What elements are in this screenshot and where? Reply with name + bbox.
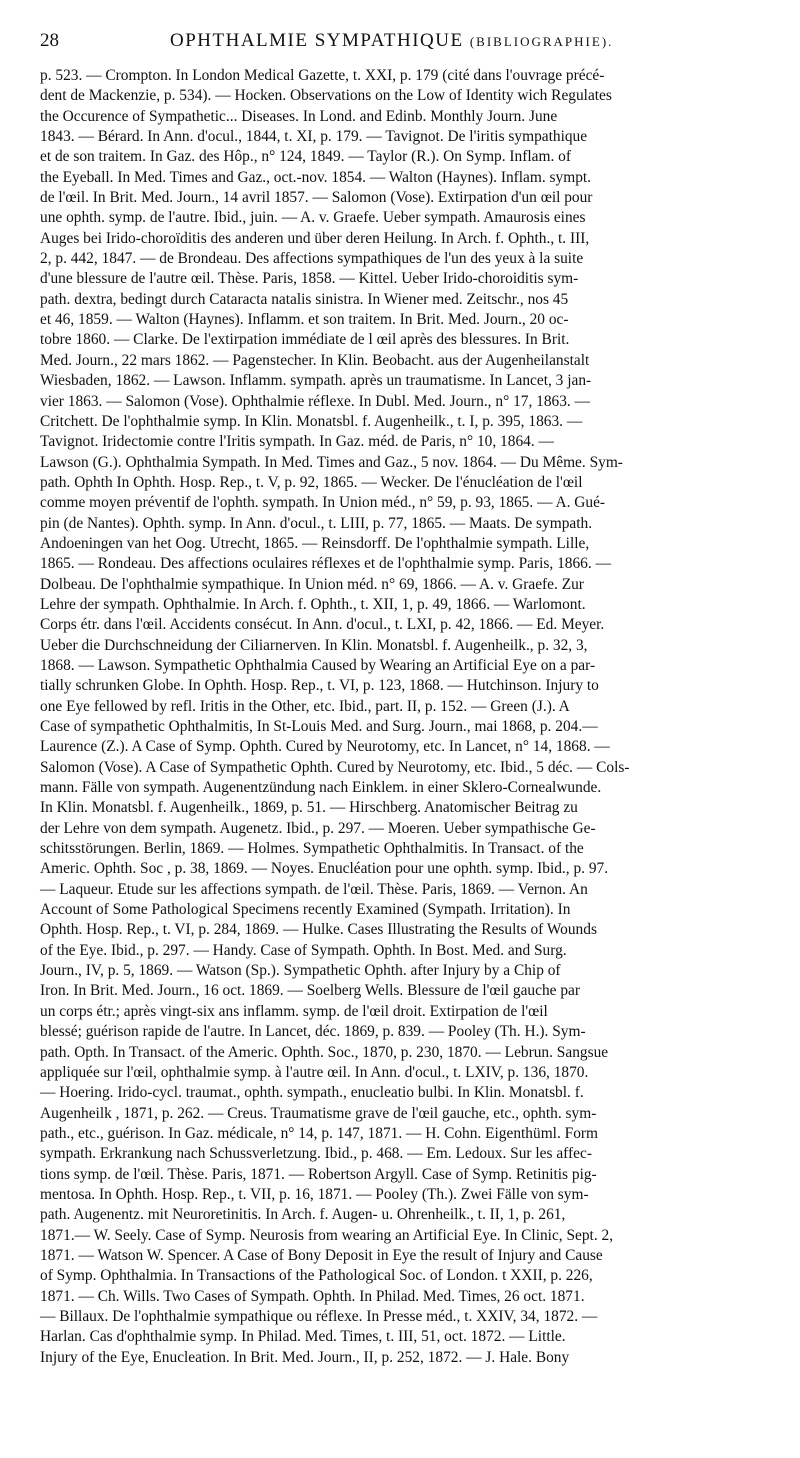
bibliography-line: Lehre der sympath. Ophthalmie. In Arch. f. Ophth., t. XII, 1, p. 49, 1866. — Warlomont. bbox=[40, 595, 586, 613]
bibliography-line: sympath. Erkrankung nach Schussverletzung. Ibid., p. 468. — Em. Ledoux. Sur les affec- bbox=[40, 1145, 592, 1163]
bibliography-line: de l'œil. In Brit. Med. Journ., 14 avril 1857. — Salomon (Vose). Extirpation d'un œil pour bbox=[40, 189, 593, 207]
bibliography-line: Tavignot. Iridectomie contre l'Iritis sympath. In Gaz. méd. de Paris, n° 10, 1864. — bbox=[40, 433, 554, 451]
bibliography-line: 1865. — Rondeau. Des affections oculaires réflexes et de l'ophthalmie symp. Paris, 1866. — bbox=[40, 555, 611, 573]
running-title-main: OPHTHALMIE SYMPATHIQUE bbox=[170, 30, 464, 51]
bibliography-line: Lawson (G.). Ophthalmia Sympath. In Med. Times and Gaz., 5 nov. 1864. — Du Même. Sym- bbox=[40, 453, 623, 471]
bibliography-line: Med. Journ., 22 mars 1862. — Pagenstecher. In Klin. Beobacht. aus der Augenheilanstalt bbox=[40, 351, 590, 369]
bibliography-line: of the Eye. Ibid., p. 297. — Handy. Case of Sympath. Ophth. In Bost. Med. and Surg. bbox=[40, 941, 567, 959]
bibliography-line: — Laqueur. Etude sur les affections sympath. de l'œil. Thèse. Paris, 1869. — Vernon. An bbox=[40, 880, 588, 898]
bibliography-line: path. Augenentz. mit Neuroretinitis. In Arch. f. Augen- u. Ohrenheilk., t. II, 1, p. 261, bbox=[40, 1206, 566, 1224]
bibliography-body bbox=[40, 66, 764, 1368]
bibliography-line: Case of sympathetic Ophthalmitis, In St-Louis Med. and Surg. Journ., mai 1868, p. 204.— bbox=[40, 718, 598, 735]
bibliography-line: mentosa. In Ophth. Hosp. Rep., t. VII, p. 16, 1871. — Pooley (Th.). Zwei Fälle von sym- bbox=[40, 1185, 589, 1203]
bibliography-line: d'une blessure de l'autre œil. Thèse. Paris, 1858. — Kittel. Ueber Irido-choroiditis sym- bbox=[40, 270, 579, 288]
running-title-subtitle: (BIBLIOGRAPHIE). bbox=[469, 34, 614, 49]
bibliography-line: path. Opth. In Transact. of the Americ. Ophth. Soc., 1870, p. 230, 1870. — Lebrun. Sangsue bbox=[40, 1043, 609, 1061]
bibliography-line: the Occurence of Sympathetic... Diseases. In Lond. and Edinb. Monthly Journ. June bbox=[40, 107, 558, 125]
bibliography-line: 1871. — Watson W. Spencer. A Case of Bony Deposit in Eye the result of Injury and Cause bbox=[40, 1246, 603, 1264]
bibliography-line: Auges bei Irido-choroïditis des anderen und über deren Heilung. In Arch. f. Ophth., t. III, bbox=[40, 229, 590, 247]
bibliography-line: Augenheilk , 1871, p. 262. — Creus. Traumatisme grave de l'œil gauche, etc., ophth. sym- bbox=[40, 1104, 597, 1122]
bibliography-line: Iron. In Brit. Med. Journ., 16 oct. 1869. — Soelberg Wells. Blessure de l'œil gauche par bbox=[40, 982, 580, 1000]
bibliography-line: — Billaux. De l'ophthalmie sympathique ou réflexe. In Presse méd., t. XXIV, 34, 1872. — bbox=[40, 1307, 598, 1325]
bibliography-line: Wiesbaden, 1862. — Lawson. Inflamm. sympath. après un traumatisme. In Lancet, 3 jan- bbox=[40, 372, 592, 390]
bibliography-line: appliquée sur l'œil, ophthalmie symp. à l'autre œil. In Ann. d'ocul., t. LXIV, p. 136, 1870. bbox=[40, 1063, 589, 1081]
bibliography-line: Journ., IV, p. 5, 1869. — Watson (Sp.). Sympathetic Ophth. after Injury by a Chip of bbox=[40, 962, 561, 980]
bibliography-line: 2, p. 442, 1847. — de Brondeau. Des affections sympathiques de l'un des yeux à la suite bbox=[40, 250, 584, 268]
bibliography-line: blessé; guérison rapide de l'autre. In Lancet, déc. 1869, p. 839. — Pooley (Th. H.). Sym- bbox=[40, 1023, 586, 1041]
bibliography-line: mann. Fälle von sympath. Augenentzündung nach Einklem. in einer Sklero-Cornealwunde. bbox=[40, 779, 602, 797]
bibliography-line: Corps étr. dans l'œil. Accidents consécut. In Ann. d'ocul., t. LXI, p. 42, 1866. — Ed. Meyer. bbox=[40, 616, 605, 634]
bibliography-line: der Lehre von dem sympath. Augenetz. Ibid., p. 297. — Moeren. Ueber sympathische Ge- bbox=[40, 819, 596, 837]
bibliography-line: path. Ophth In Ophth. Hosp. Rep., t. V, p. 92, 1865. — Wecker. De l'énucléation de l'œil bbox=[40, 473, 583, 491]
bibliography-line: In Klin. Monatsbl. f. Augenheilk., 1869, p. 51. — Hirschberg. Anatomischer Beitrag zu bbox=[40, 799, 578, 817]
bibliography-line: et 46, 1859. — Walton (Haynes). Inflamm. et son traitem. In Brit. Med. Journ., 20 oc- bbox=[40, 311, 569, 329]
bibliography-line: tions symp. de l'œil. Thèse. Paris, 1871. — Robertson Argyll. Case of Symp. Retinitis pig- bbox=[40, 1165, 597, 1183]
bibliography-line: Ueber die Durchschneidung der Ciliarnerven. In Klin. Monatsbl. f. Augenheilk., p. 32, 3, bbox=[40, 636, 588, 654]
running-header bbox=[40, 30, 764, 64]
bibliography-line: Andoeningen van het Oog. Utrecht, 1865. — Reinsdorff. De l'ophthalmie sympath. Lille, bbox=[40, 534, 590, 552]
bibliography-line: tobre 1860. — Clarke. De l'extirpation immédiate de l œil après des blessures. In Brit. bbox=[40, 331, 570, 349]
bibliography-line: path., etc., guérison. In Gaz. médicale, n° 14, p. 147, 1871. — H. Cohn. Eigenthüml. Form bbox=[40, 1124, 598, 1142]
bibliography-line: path. dextra, bedingt durch Cataracta natalis sinistra. In Wiener med. Zeitschr., nos 45 bbox=[40, 290, 569, 308]
bibliography-line: one Eye fellowed by refl. Iritis in the Other, etc. Ibid., part. II, p. 152. — Green (J.). A bbox=[40, 697, 570, 715]
bibliography-line: dent de Mackenzie, p. 534). — Hocken. Observations on the Low of Identity wich Regulates bbox=[40, 87, 612, 105]
bibliography-line: Dolbeau. De l'ophthalmie sympathique. In Union méd. n° 69, 1866. — A. v. Graefe. Zur bbox=[40, 575, 584, 593]
bibliography-line: 1868. — Lawson. Sympathetic Ophthalmia Caused by Wearing an Artificial Eye on a par- bbox=[40, 656, 596, 674]
bibliography-line: the Eyeball. In Med. Times and Gaz., oct.-nov. 1854. — Walton (Haynes). Inflam. sympt. bbox=[40, 168, 592, 186]
bibliography-line: comme moyen préventif de l'ophth. sympath. In Union méd., n° 59, p. 93, 1865. — A. Gué- bbox=[40, 494, 606, 512]
bibliography-line: Ophth. Hosp. Rep., t. VI, p. 284, 1869. — Hulke. Cases Illustrating the Results of Wounds bbox=[40, 921, 597, 939]
bibliography-line: schitsstörungen. Berlin, 1869. — Holmes. Sympathetic Ophthalmitis. In Transact. of the bbox=[40, 840, 584, 858]
running-title bbox=[170, 30, 613, 52]
bibliography-line: Account of Some Pathological Specimens recently Examined (Sympath. Irritation). In bbox=[40, 901, 571, 919]
bibliography-line: vier 1863. — Salomon (Vose). Ophthalmie réflexe. In Dubl. Med. Journ., n° 17, 1863. — bbox=[40, 392, 591, 410]
bibliography-line: Injury of the Eye, Enucleation. In Brit. Med. Journ., II, p. 252, 1872. — J. Hale. Bony bbox=[40, 1348, 570, 1366]
bibliography-line: 1871.— W. Seely. Case of Symp. Neurosis from wearing an Artificial Eye. In Clinic, Sept. 2, bbox=[40, 1226, 614, 1244]
bibliography-line: un corps étr.; après vingt-six ans inflamm. symp. de l'œil droit. Extirpation de l'œil bbox=[40, 1002, 548, 1020]
bibliography-line: pin (de Nantes). Ophth. symp. In Ann. d'ocul., t. LIII, p. 77, 1865. — Maats. De sympath. bbox=[40, 514, 593, 532]
bibliography-line: Americ. Ophth. Soc , p. 38, 1869. — Noyes. Enucléation pour une ophth. symp. Ibid., p. 97. bbox=[40, 860, 609, 878]
bibliography-line: Harlan. Cas d'ophthalmie symp. In Philad. Med. Times, t. III, 51, oct. 1872. — Little. bbox=[40, 1328, 566, 1346]
bibliography-line: Laurence (Z.). A Case of Symp. Ophth. Cured by Neurotomy, etc. In Lancet, n° 14, 1868. — bbox=[40, 738, 610, 756]
bibliography-line: — Hoering. Irido-cycl. traumat., ophth. sympath., enucleatio bulbi. In Klin. Monatsbl. f. bbox=[40, 1084, 584, 1102]
bibliography-line: 1843. — Bérard. In Ann. d'ocul., 1844, t. XI, p. 179. — Tavignot. De l'iritis sympathique bbox=[40, 128, 588, 146]
bibliography-line: p. 523. — Crompton. In London Medical Gazette, t. XXI, p. 179 (cité dans l'ouvrage précé- bbox=[40, 67, 605, 84]
book-page bbox=[40, 30, 764, 1368]
bibliography-line: et de son traitem. In Gaz. des Hôp., n° 124, 1849. — Taylor (R.). On Symp. Inflam. of bbox=[40, 148, 571, 166]
bibliography-line: une ophth. symp. de l'autre. Ibid., juin. — A. v. Graefe. Ueber sympath. Amaurosis eines bbox=[40, 209, 586, 227]
bibliography-line: of Symp. Ophthalmia. In Transactions of the Pathological Soc. of London. t XXII, p. 226, bbox=[40, 1267, 593, 1285]
bibliography-line: tially schrunken Globe. In Ophth. Hosp. Rep., t. VI, p. 123, 1868. — Hutchinson. Injury to bbox=[40, 677, 599, 695]
bibliography-line: 1871. — Ch. Wills. Two Cases of Sympath. Ophth. In Philad. Med. Times, 26 oct. 1871. bbox=[40, 1287, 585, 1305]
bibliography-line: Critchett. De l'ophthalmie symp. In Klin. Monatsbl. f. Augenheilk., t. I, p. 395, 1863. — bbox=[40, 412, 583, 430]
bibliography-line: Salomon (Vose). A Case of Sympathetic Ophth. Cured by Neurotomy, etc. Ibid., 5 déc. — Cols- bbox=[40, 758, 630, 776]
page-number: 28 bbox=[40, 30, 59, 51]
